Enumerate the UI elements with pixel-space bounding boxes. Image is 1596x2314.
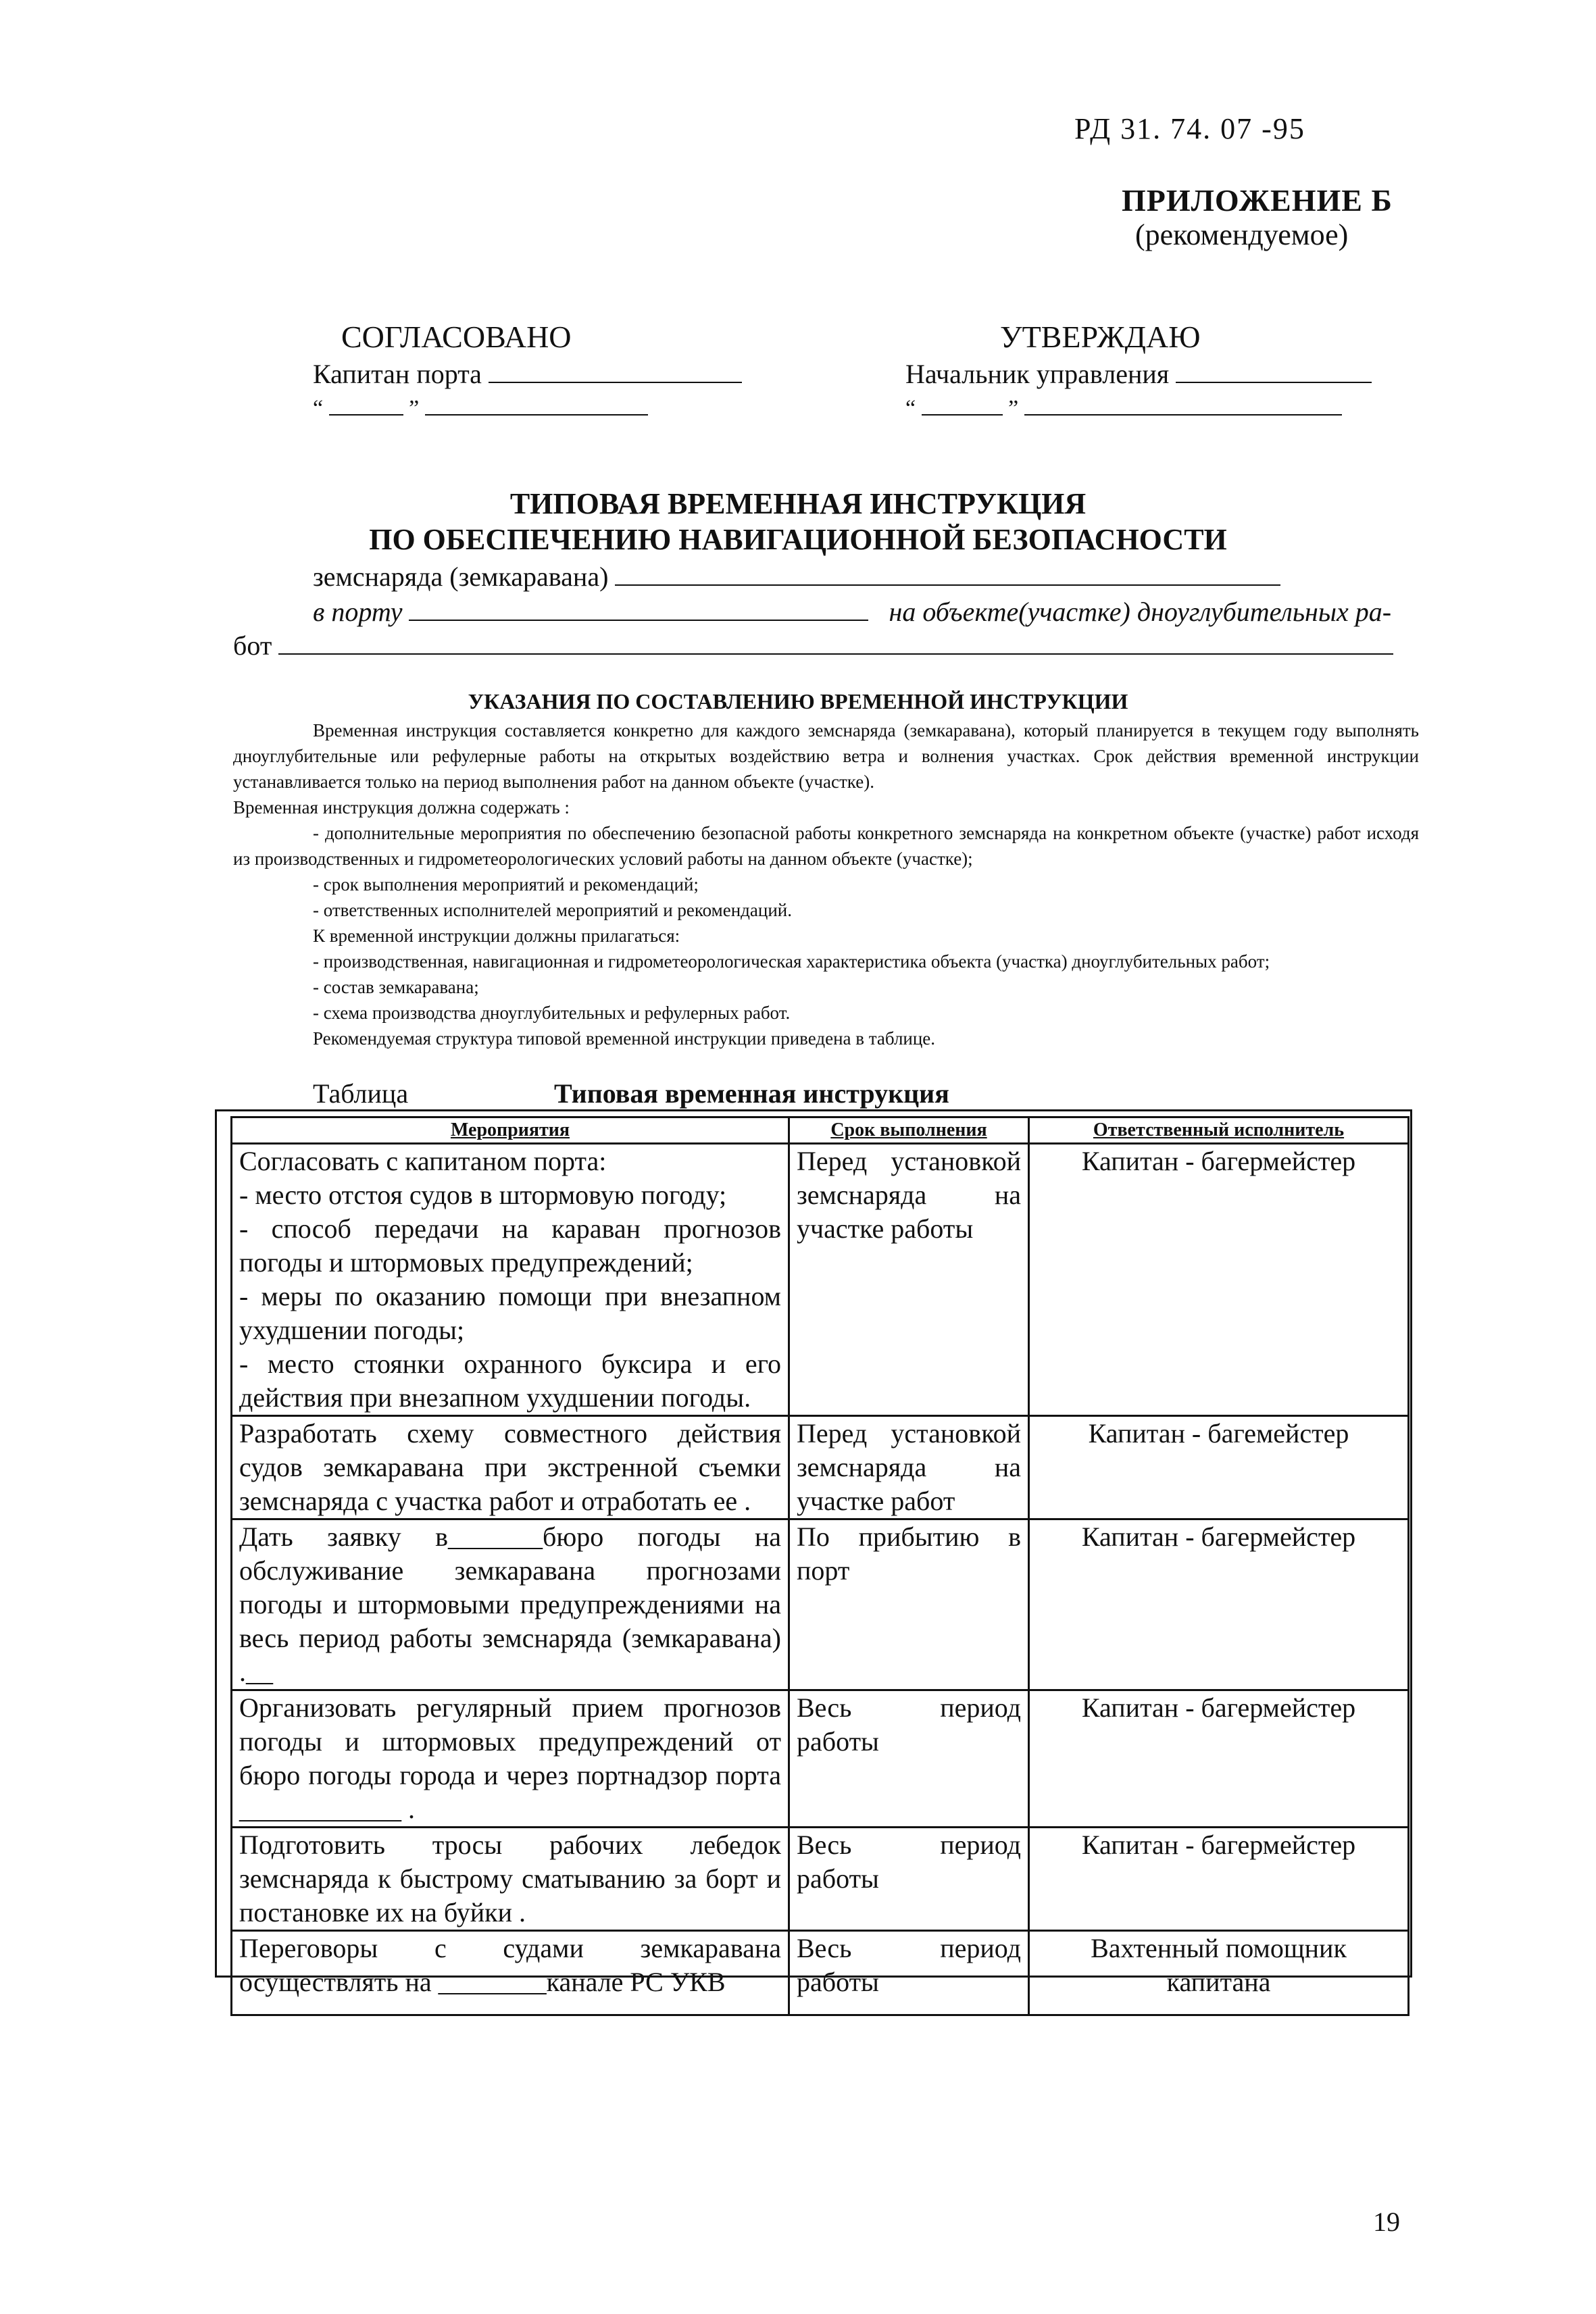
approve-role: Начальник управления [905,359,1170,389]
agreed-role: Капитан порта [313,359,482,389]
measure-line: - место отстоя судов в штормовую погоду; [239,1180,727,1210]
instruction-table [230,1116,1410,2016]
port-field-label: в порту [313,597,403,627]
guide-list-item: - срок выполнения мероприятий и рекомендаций; [313,874,699,895]
agreed-signature-line [313,358,742,390]
guide-title: УКАЗАНИЯ ПО СОСТАВЛЕНИЮ ВРЕМЕННОЙ ИНСТРУКЦИИ [468,689,1128,713]
agreed-date-open-quote: “ [313,396,324,421]
dredger-field-label: земснаряда (земкаравана) [313,561,609,592]
port-field-blank [409,599,868,621]
port-field [313,596,1391,628]
cell-term: Весь период работы [789,1931,1029,2015]
cell-measures [232,1828,789,1931]
measure-line: Организовать регулярный прием прогнозов погоды и штормовых предупреждений от бюро погоды города и через портнадзор порта ____________ . [239,1692,781,1824]
cell-measures [232,1416,789,1519]
cell-responsible: Капитан - багермейстер [1029,1690,1409,1828]
cell-term: Весь период работы [789,1828,1029,1931]
measure-line: Подготовить тросы рабочих лебедок земснаряда к быстрому сматыванию за борт и постановке их на буйки . [239,1830,781,1928]
approve-day-blank [922,394,1003,416]
approve-signature-line [905,358,1372,390]
object-field-label: на объекте(участке) дноуглубительных ра- [889,597,1392,627]
works-field-blank [278,633,1393,655]
agreed-date-close-quote: ” [409,396,420,421]
header-responsible: Ответственный исполнитель [1029,1117,1409,1144]
appendix-subtitle: (рекомендуемое) [1135,218,1349,251]
cell-term: Перед установкой земснаряда на участке работы [789,1144,1029,1416]
cell-responsible: Капитан - багермейстер [1029,1828,1409,1931]
agreed-title: СОГЛАСОВАНО [341,320,572,354]
approve-date-close-quote: ” [1008,396,1019,421]
approve-title: УТВЕРЖДАЮ [1000,320,1201,354]
approve-signature-blank [1176,361,1372,383]
table-caption-label: Таблица [313,1078,409,1109]
cell-responsible: Капитан - багермейстер [1029,1519,1409,1690]
table-row [232,1144,1409,1416]
dredger-field [313,561,1280,593]
table-row [232,1690,1409,1828]
header-term: Срок выполнения [789,1117,1029,1144]
cell-responsible: Капитан - багемейстер [1029,1416,1409,1519]
table-row [232,1828,1409,1931]
document-title-line1: ТИПОВАЯ ВРЕМЕННАЯ ИНСТРУКЦИЯ [509,487,1087,520]
cell-term: Весь период работы [789,1690,1029,1828]
document-title-line2: ПО ОБЕСПЕЧЕНИЮ НАВИГАЦИОННОЙ БЕЗОПАСНОСТИ [369,523,1227,556]
page-number: 19 [1373,2207,1400,2237]
guide-list-item: - ответственных исполнителей мероприятий и рекомендаций. [313,900,792,920]
agreed-month-blank [425,394,648,416]
table-row [232,1416,1409,1519]
measure-line: - меры по оказанию помощи при внезапном ухудшении погоды; [239,1281,781,1345]
dredger-field-blank [615,564,1280,586]
guide-paragraph: Временная инструкция должна содержать : [233,797,570,818]
table-caption-title: Типовая временная инструкция [554,1078,949,1109]
measure-line: Переговоры с судами земкаравана осуществлять на ________канале РС УКВ [239,1933,781,1997]
guide-paragraph: К временной инструкции должны прилагаться: [313,926,680,946]
cell-measures [232,1519,789,1690]
measure-line: - место стоянки охранного буксира и его действия при внезапном ухудшении погоды. [239,1349,781,1413]
cell-responsible: Вахтенный помощник капитана [1029,1931,1409,2015]
agreed-signature-blank [489,361,742,383]
agreed-date-line [313,394,648,422]
guide-list-item: - состав земкаравана; [313,977,479,997]
header-measures: Мероприятия [232,1117,789,1144]
approve-month-blank [1024,394,1342,416]
approve-date-line [905,394,1342,422]
cell-measures [232,1690,789,1828]
cell-responsible: Капитан - багермейстер [1029,1144,1409,1416]
instruction-table-frame [215,1109,1412,1997]
document-code: РД 31. 74. 07 -95 [1074,112,1305,145]
measure-line: Дать заявку в_______бюро погоды на обслуживание земкаравана прогнозами погоды и штормовыми предупреждениями на весь период работы земснаряда (земкаравана) .__ [239,1521,781,1687]
guide-list-item: - схема производства дноуглубительных и рефулерных работ. [313,1003,791,1023]
measure-line: Разработать схему совместного действия судов земкаравана при экстренной съемки земснаряда с участка работ и отработать ее . [239,1418,781,1516]
agreed-day-blank [329,394,403,416]
cell-measures [232,1144,789,1416]
guide-paragraph: Рекомендуемая структура типовой временной инструкции приведена в таблице. [313,1028,936,1049]
appendix-title: ПРИЛОЖЕНИЕ Б [1122,183,1393,218]
measure-line: - способ передачи на караван прогнозов погоды и штормовых предупреждений; [239,1213,781,1278]
cell-term: Перед установкой земснаряда на участке работ [789,1416,1029,1519]
table-row [232,1519,1409,1690]
guide-paragraph: Временная инструкция составляется конкретно для каждого земснаряда (земкаравана), который планируется в текущем году выполнять дноуглубительные или рефулерные работы на открытых воздействию ветра и волнения участках. Срок действия временной инструкции устанавливается только на период выполнения работ на данном объекте (участке). [233,720,1419,792]
guide-list-item: - дополнительные мероприятия по обеспечению безопасной работы конкретного земснаряда на конкретном объекте (участке) работ исходя из производственных и гидрометеорологических условий работы на данном объекте (участке); [233,823,1419,869]
cell-measures [232,1931,789,2015]
works-field [233,630,1393,661]
table-header-row [232,1117,1409,1144]
table-row [232,1931,1409,2015]
approve-date-open-quote: “ [905,396,916,421]
guide-list-item: - производственная, навигационная и гидрометеорологическая характеристика объекта (участка) дноуглубительных работ; [313,951,1270,972]
works-field-label: бот [233,630,272,661]
guide-text [233,718,1419,1051]
cell-term: По прибытию в порт [789,1519,1029,1690]
measure-line: Согласовать с капитаном порта: [239,1146,607,1176]
